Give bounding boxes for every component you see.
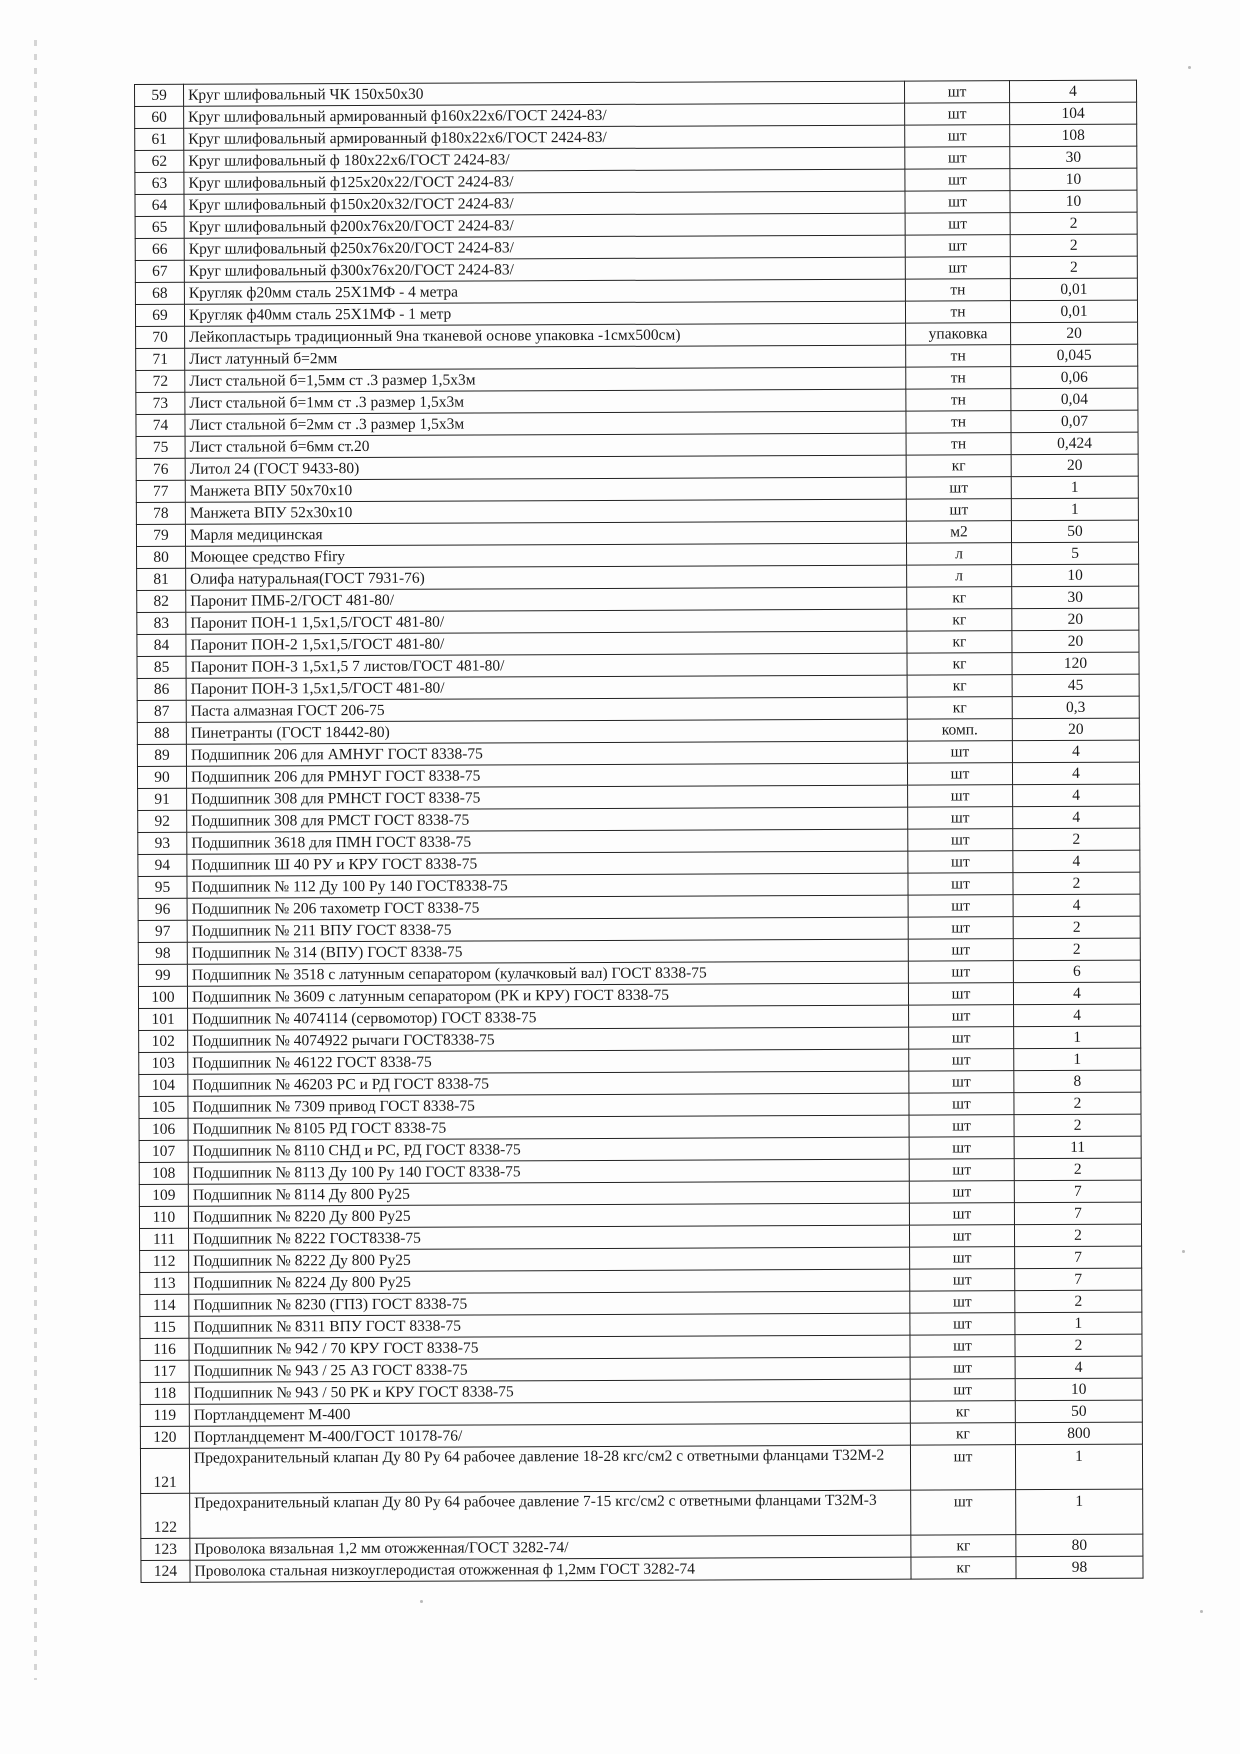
unit-cell: шт: [908, 961, 1013, 983]
item-name-cell: Круг шлифовальный армированный ф160x22x6/ГОСТ 2424-83/: [184, 103, 905, 128]
row-number-cell: 83: [137, 612, 186, 634]
item-name-cell: Лист стальной б=6мм ст.20: [185, 433, 906, 458]
unit-cell: тн: [906, 389, 1011, 411]
item-name-cell: Подшипник № 7309 привод ГОСТ 8338-75: [188, 1093, 909, 1118]
row-number-cell: 74: [136, 414, 185, 436]
materials-table: [134, 80, 1144, 1583]
quantity-cell: 7: [1014, 1180, 1141, 1203]
item-name-cell: Паронит ПМБ-2/ГОСТ 481-80/: [186, 587, 907, 612]
quantity-cell: 4: [1012, 762, 1139, 785]
item-name-cell: Лист латунный б=2мм: [185, 345, 906, 370]
materials-table-body: [135, 80, 1144, 1582]
unit-cell: шт: [909, 1071, 1014, 1093]
unit-cell: шт: [908, 917, 1013, 939]
unit-cell: шт: [910, 1247, 1015, 1269]
item-name-cell: Паста алмазная ГОСТ 206-75: [186, 697, 907, 722]
unit-cell: шт: [909, 1049, 1014, 1071]
quantity-cell: 7: [1014, 1202, 1141, 1225]
unit-cell: упаковка: [906, 323, 1011, 345]
quantity-cell: 20: [1012, 630, 1139, 653]
quantity-cell: 104: [1010, 102, 1137, 125]
quantity-cell: 2: [1013, 938, 1140, 961]
row-number-cell: 91: [138, 788, 187, 810]
item-name-cell: Круг шлифовальный ЧК 150x50x30: [184, 81, 905, 106]
quantity-cell: 8: [1014, 1070, 1141, 1093]
quantity-cell: 11: [1014, 1136, 1141, 1159]
row-number-cell: 89: [137, 744, 186, 766]
unit-cell: тн: [906, 433, 1011, 455]
item-name-cell: Паронит ПОН-1 1,5x1,5/ГОСТ 481-80/: [186, 609, 907, 634]
unit-cell: кг: [907, 675, 1012, 697]
row-number-cell: 117: [140, 1360, 189, 1382]
unit-cell: шт: [910, 1445, 1015, 1490]
quantity-cell: 2: [1014, 1158, 1141, 1181]
quantity-cell: 80: [1016, 1534, 1143, 1557]
quantity-cell: 2: [1015, 1290, 1142, 1313]
unit-cell: кг: [907, 587, 1012, 609]
row-number-cell: 109: [139, 1184, 188, 1206]
row-number-cell: 107: [139, 1140, 188, 1162]
row-number-cell: 78: [136, 502, 185, 524]
item-name-cell: Круг шлифовальный ф250x76x20/ГОСТ 2424-83/: [184, 235, 905, 260]
unit-cell: шт: [905, 147, 1010, 169]
unit-cell: шт: [905, 257, 1010, 279]
unit-cell: шт: [909, 1159, 1014, 1181]
quantity-cell: 0,045: [1011, 344, 1138, 367]
item-name-cell: Подшипник 206 для АМНУГ ГОСТ 8338-75: [186, 741, 907, 766]
quantity-cell: 2: [1013, 872, 1140, 895]
quantity-cell: 4: [1014, 1004, 1141, 1027]
unit-cell: шт: [910, 1313, 1015, 1335]
unit-cell: шт: [911, 1490, 1016, 1535]
row-number-cell: 87: [137, 700, 186, 722]
row-number-cell: 121: [140, 1448, 189, 1493]
unit-cell: комп.: [907, 719, 1012, 741]
item-name-cell: Паронит ПОН-3 1,5x1,5 7 листов/ГОСТ 481-80/: [186, 653, 907, 678]
row-number-cell: 92: [138, 810, 187, 832]
quantity-cell: 2: [1014, 1224, 1141, 1247]
row-number-cell: 99: [138, 964, 187, 986]
quantity-cell: 10: [1012, 564, 1139, 587]
row-number-cell: 64: [135, 194, 184, 216]
row-number-cell: 76: [136, 458, 185, 480]
item-name-cell: Подшипник № 8220 Ду 800 Ру25: [188, 1203, 909, 1228]
item-name-cell: Подшипник № 943 / 50 РК и КРУ ГОСТ 8338-75: [189, 1379, 910, 1404]
item-name-cell: Подшипник № 3609 с латунным сепаратором (РК и КРУ) ГОСТ 8338-75: [187, 983, 908, 1008]
row-number-cell: 104: [139, 1074, 188, 1096]
row-number-cell: 106: [139, 1118, 188, 1140]
row-number-cell: 81: [137, 568, 186, 590]
quantity-cell: 1: [1011, 476, 1138, 499]
quantity-cell: 30: [1012, 586, 1139, 609]
quantity-cell: 50: [1015, 1400, 1142, 1423]
row-number-cell: 116: [140, 1338, 189, 1360]
item-name-cell: Подшипник 308 для РМСТ ГОСТ 8338-75: [187, 807, 908, 832]
unit-cell: шт: [908, 895, 1013, 917]
unit-cell: кг: [910, 1423, 1015, 1445]
item-name-cell: Круг шлифовальный ф200x76x20/ГОСТ 2424-83/: [184, 213, 905, 238]
row-number-cell: 82: [137, 590, 186, 612]
item-name-cell: Круг шлифовальный ф125x20x22/ГОСТ 2424-83/: [184, 169, 905, 194]
quantity-cell: 7: [1015, 1246, 1142, 1269]
item-name-cell: Подшипник № 206 тахометр ГОСТ 8338-75: [187, 895, 908, 920]
item-name-cell: Подшипник № 112 Ду 100 Ру 140 ГОСТ8338-75: [187, 873, 908, 898]
item-name-cell: Проволока вязальная 1,2 мм отожженная/ГОСТ 3282-74/: [190, 1535, 911, 1560]
unit-cell: тн: [906, 345, 1011, 367]
quantity-cell: 20: [1012, 608, 1139, 631]
item-name-cell: Подшипник № 46122 ГОСТ 8338-75: [188, 1049, 909, 1074]
row-number-cell: 60: [135, 106, 184, 128]
quantity-cell: 4: [1009, 80, 1136, 103]
unit-cell: шт: [905, 125, 1010, 147]
row-number-cell: 112: [140, 1250, 189, 1272]
unit-cell: шт: [910, 1335, 1015, 1357]
item-name-cell: Подшипник № 8230 (ГПЗ) ГОСТ 8338-75: [189, 1291, 910, 1316]
quantity-cell: 0,01: [1010, 300, 1137, 323]
row-number-cell: 124: [141, 1560, 190, 1582]
item-name-cell: Круг шлифовальный ф300x76x20/ГОСТ 2424-83/: [184, 257, 905, 282]
scan-speck: [420, 1600, 423, 1603]
unit-cell: шт: [909, 1027, 1014, 1049]
quantity-cell: 10: [1010, 168, 1137, 191]
quantity-cell: 6: [1013, 960, 1140, 983]
unit-cell: шт: [908, 983, 1013, 1005]
quantity-cell: 50: [1011, 520, 1138, 543]
row-number-cell: 79: [136, 524, 185, 546]
unit-cell: шт: [909, 1181, 1014, 1203]
unit-cell: шт: [907, 763, 1012, 785]
quantity-cell: 4: [1013, 982, 1140, 1005]
item-name-cell: Олифа натуральная(ГОСТ 7931-76): [186, 565, 907, 590]
quantity-cell: 2: [1013, 828, 1140, 851]
row-number-cell: 66: [135, 238, 184, 260]
row-number-cell: 118: [140, 1382, 189, 1404]
row-number-cell: 85: [137, 656, 186, 678]
quantity-cell: 0,3: [1012, 696, 1139, 719]
quantity-cell: 0,07: [1011, 410, 1138, 433]
item-name-cell: Пинетранты (ГОСТ 18442-80): [186, 719, 907, 744]
quantity-cell: 1: [1015, 1444, 1142, 1490]
quantity-cell: 0,01: [1010, 278, 1137, 301]
quantity-cell: 4: [1013, 806, 1140, 829]
unit-cell: шт: [906, 499, 1011, 521]
item-name-cell: Лист стальной б=1,5мм ст .3 размер 1,5х3м: [185, 367, 906, 392]
quantity-cell: 4: [1013, 894, 1140, 917]
item-name-cell: Подшипник № 4074114 (сервомотор) ГОСТ 8338-75: [188, 1005, 909, 1030]
row-number-cell: 111: [139, 1228, 188, 1250]
item-name-cell: Манжета ВПУ 50x70x10: [185, 477, 906, 502]
row-number-cell: 61: [135, 128, 184, 150]
quantity-cell: 4: [1012, 740, 1139, 763]
item-name-cell: Манжета ВПУ 52x30x10: [185, 499, 906, 524]
row-number-cell: 75: [136, 436, 185, 458]
row-number-cell: 119: [140, 1404, 189, 1426]
scan-speck: [1200, 1610, 1203, 1613]
item-name-cell: Предохранительный клапан Ду 80 Ру 64 рабочее давление 7-15 кгс/см2 с ответными фланцами Т32М-3: [190, 1490, 911, 1538]
row-number-cell: 77: [136, 480, 185, 502]
quantity-cell: 0,06: [1011, 366, 1138, 389]
quantity-cell: 1: [1014, 1026, 1141, 1049]
quantity-cell: 4: [1015, 1356, 1142, 1379]
unit-cell: шт: [909, 1137, 1014, 1159]
row-number-cell: 113: [140, 1272, 189, 1294]
row-number-cell: 80: [137, 546, 186, 568]
row-number-cell: 98: [138, 942, 187, 964]
scan-speck: [1182, 1250, 1185, 1253]
item-name-cell: Подшипник № 8114 Ду 800 Ру25: [188, 1181, 909, 1206]
item-name-cell: Подшипник № 8311 ВПУ ГОСТ 8338-75: [189, 1313, 910, 1338]
quantity-cell: 2: [1010, 234, 1137, 257]
unit-cell: тн: [906, 411, 1011, 433]
item-name-cell: Подшипник № 943 / 25 АЗ ГОСТ 8338-75: [189, 1357, 910, 1382]
item-name-cell: Подшипник № 8222 Ду 800 Ру25: [189, 1247, 910, 1272]
row-number-cell: 123: [141, 1538, 190, 1560]
quantity-cell: 20: [1011, 322, 1138, 345]
quantity-cell: 4: [1013, 850, 1140, 873]
quantity-cell: 108: [1010, 124, 1137, 147]
item-name-cell: Кругляк ф40мм сталь 25Х1МФ - 1 метр: [184, 301, 905, 326]
item-name-cell: Круг шлифовальный ф 180x22x6/ГОСТ 2424-83/: [184, 147, 905, 172]
item-name-cell: Проволока стальная низкоуглеродистая отожженная ф 1,2мм ГОСТ 3282-74: [190, 1557, 911, 1582]
unit-cell: тн: [905, 301, 1010, 323]
row-number-cell: 73: [136, 392, 185, 414]
row-number-cell: 67: [135, 260, 184, 282]
row-number-cell: 71: [136, 348, 185, 370]
row-number-cell: 108: [139, 1162, 188, 1184]
unit-cell: шт: [908, 873, 1013, 895]
quantity-cell: 1: [1016, 1489, 1143, 1535]
quantity-cell: 20: [1011, 454, 1138, 477]
scan-speck: [1188, 66, 1191, 69]
row-number-cell: 65: [135, 216, 184, 238]
unit-cell: шт: [910, 1379, 1015, 1401]
row-number-cell: 90: [137, 766, 186, 788]
quantity-cell: 5: [1012, 542, 1139, 565]
row-number-cell: 120: [140, 1426, 189, 1448]
quantity-cell: 2: [1014, 1092, 1141, 1115]
quantity-cell: 1: [1015, 1312, 1142, 1335]
unit-cell: л: [907, 543, 1012, 565]
row-number-cell: 100: [138, 986, 187, 1008]
unit-cell: шт: [909, 1093, 1014, 1115]
quantity-cell: 2: [1015, 1334, 1142, 1357]
quantity-cell: 0,424: [1011, 432, 1138, 455]
quantity-cell: 2: [1014, 1114, 1141, 1137]
item-name-cell: Паронит ПОН-2 1,5x1,5/ГОСТ 481-80/: [186, 631, 907, 656]
item-name-cell: Круг шлифовальный армированный ф180x22x6/ГОСТ 2424-83/: [184, 125, 905, 150]
unit-cell: кг: [906, 455, 1011, 477]
unit-cell: шт: [908, 939, 1013, 961]
item-name-cell: Лист стальной б=1мм ст .3 размер 1,5х3м: [185, 389, 906, 414]
row-number-cell: 84: [137, 634, 186, 656]
item-name-cell: Круг шлифовальный ф150x20x32/ГОСТ 2424-83/: [184, 191, 905, 216]
unit-cell: кг: [907, 631, 1012, 653]
unit-cell: шт: [909, 1115, 1014, 1137]
row-number-cell: 93: [138, 832, 187, 854]
row-number-cell: 94: [138, 854, 187, 876]
quantity-cell: 4: [1013, 784, 1140, 807]
item-name-cell: Подшипник № 8222 ГОСТ8338-75: [188, 1225, 909, 1250]
unit-cell: шт: [908, 829, 1013, 851]
row-number-cell: 70: [136, 326, 185, 348]
row-number-cell: 69: [135, 304, 184, 326]
unit-cell: шт: [910, 1269, 1015, 1291]
table-row: [140, 1444, 1142, 1493]
row-number-cell: 59: [135, 84, 184, 106]
materials-table-sheet: [134, 84, 1100, 1583]
unit-cell: кг: [910, 1401, 1015, 1423]
unit-cell: шт: [908, 807, 1013, 829]
unit-cell: шт: [905, 191, 1010, 213]
unit-cell: шт: [905, 169, 1010, 191]
quantity-cell: 20: [1012, 718, 1139, 741]
row-number-cell: 115: [140, 1316, 189, 1338]
item-name-cell: Подшипник № 8105 РД ГОСТ 8338-75: [188, 1115, 909, 1140]
unit-cell: л: [907, 565, 1012, 587]
row-number-cell: 97: [138, 920, 187, 942]
unit-cell: тн: [905, 279, 1010, 301]
item-name-cell: Подшипник № 3518 с латунным сепаратором (кулачковый вал) ГОСТ 8338-75: [187, 961, 908, 986]
row-number-cell: 63: [135, 172, 184, 194]
unit-cell: шт: [904, 81, 1009, 103]
unit-cell: шт: [910, 1291, 1015, 1313]
row-number-cell: 86: [137, 678, 186, 700]
item-name-cell: Подшипник № 211 ВПУ ГОСТ 8338-75: [187, 917, 908, 942]
item-name-cell: Моющее средство Ffiry: [186, 543, 907, 568]
item-name-cell: Портландцемент М-400: [189, 1401, 910, 1426]
item-name-cell: Марля медицинская: [185, 521, 906, 546]
row-number-cell: 105: [139, 1096, 188, 1118]
unit-cell: кг: [911, 1535, 1016, 1557]
row-number-cell: 103: [139, 1052, 188, 1074]
row-number-cell: 68: [135, 282, 184, 304]
table-row: [141, 1489, 1143, 1538]
table-row: [141, 1556, 1143, 1582]
unit-cell: шт: [910, 1357, 1015, 1379]
item-name-cell: Подшипник № 314 (ВПУ) ГОСТ 8338-75: [187, 939, 908, 964]
item-name-cell: Портландцемент М-400/ГОСТ 10178-76/: [189, 1423, 910, 1448]
unit-cell: кг: [907, 609, 1012, 631]
quantity-cell: 800: [1015, 1422, 1142, 1445]
row-number-cell: 101: [139, 1008, 188, 1030]
quantity-cell: 2: [1010, 212, 1137, 235]
item-name-cell: Подшипник 3618 для ПМН ГОСТ 8338-75: [187, 829, 908, 854]
item-name-cell: Подшипник № 46203 РС и РД ГОСТ 8338-75: [188, 1071, 909, 1096]
quantity-cell: 10: [1010, 190, 1137, 213]
quantity-cell: 10: [1015, 1378, 1142, 1401]
item-name-cell: Подшипник 308 для РМНСТ ГОСТ 8338-75: [187, 785, 908, 810]
row-number-cell: 114: [140, 1294, 189, 1316]
unit-cell: шт: [905, 213, 1010, 235]
quantity-cell: 30: [1010, 146, 1137, 169]
unit-cell: кг: [907, 653, 1012, 675]
row-number-cell: 102: [139, 1030, 188, 1052]
row-number-cell: 110: [139, 1206, 188, 1228]
item-name-cell: Паронит ПОН-3 1,5x1,5/ГОСТ 481-80/: [186, 675, 907, 700]
quantity-cell: 98: [1016, 1556, 1143, 1579]
unit-cell: шт: [907, 741, 1012, 763]
item-name-cell: Лист стальной б=2мм ст .3 размер 1,5х3м: [185, 411, 906, 436]
row-number-cell: 72: [136, 370, 185, 392]
unit-cell: кг: [907, 697, 1012, 719]
unit-cell: шт: [906, 477, 1011, 499]
row-number-cell: 122: [141, 1493, 190, 1538]
unit-cell: шт: [908, 851, 1013, 873]
quantity-cell: 2: [1013, 916, 1140, 939]
item-name-cell: Подшипник № 8224 Ду 800 Ру25: [189, 1269, 910, 1294]
item-name-cell: Подшипник № 8110 СНД и РС, РД ГОСТ 8338-75: [188, 1137, 909, 1162]
quantity-cell: 120: [1012, 652, 1139, 675]
unit-cell: шт: [908, 785, 1013, 807]
item-name-cell: Подшипник № 942 / 70 КРУ ГОСТ 8338-75: [189, 1335, 910, 1360]
item-name-cell: Лейкопластырь традиционный 9на тканевой основе упаковка -1смx500см): [185, 323, 906, 348]
row-number-cell: 96: [138, 898, 187, 920]
unit-cell: кг: [911, 1557, 1016, 1579]
row-number-cell: 88: [137, 722, 186, 744]
item-name-cell: Подшипник № 4074922 рычаги ГОСТ8338-75: [188, 1027, 909, 1052]
unit-cell: шт: [909, 1005, 1014, 1027]
scan-binding-edge: [34, 40, 37, 1680]
quantity-cell: 2: [1010, 256, 1137, 279]
item-name-cell: Подшипник Ш 40 РУ и КРУ ГОСТ 8338-75: [187, 851, 908, 876]
unit-cell: шт: [905, 103, 1010, 125]
unit-cell: шт: [909, 1203, 1014, 1225]
row-number-cell: 62: [135, 150, 184, 172]
item-name-cell: Предохранительный клапан Ду 80 Ру 64 рабочее давление 18-28 кгс/см2 с ответными фланцами Т32М-2: [189, 1445, 910, 1493]
unit-cell: шт: [905, 235, 1010, 257]
quantity-cell: 1: [1014, 1048, 1141, 1071]
item-name-cell: Кругляк ф20мм сталь 25Х1МФ - 4 метра: [184, 279, 905, 304]
quantity-cell: 45: [1012, 674, 1139, 697]
unit-cell: шт: [909, 1225, 1014, 1247]
item-name-cell: Подшипник 206 для РМНУГ ГОСТ 8338-75: [186, 763, 907, 788]
unit-cell: м2: [906, 521, 1011, 543]
unit-cell: тн: [906, 367, 1011, 389]
row-number-cell: 95: [138, 876, 187, 898]
item-name-cell: Подшипник № 8113 Ду 100 Ру 140 ГОСТ 8338-75: [188, 1159, 909, 1184]
item-name-cell: Литол 24 (ГОСТ 9433-80): [185, 455, 906, 480]
quantity-cell: 1: [1011, 498, 1138, 521]
quantity-cell: 7: [1015, 1268, 1142, 1291]
quantity-cell: 0,04: [1011, 388, 1138, 411]
